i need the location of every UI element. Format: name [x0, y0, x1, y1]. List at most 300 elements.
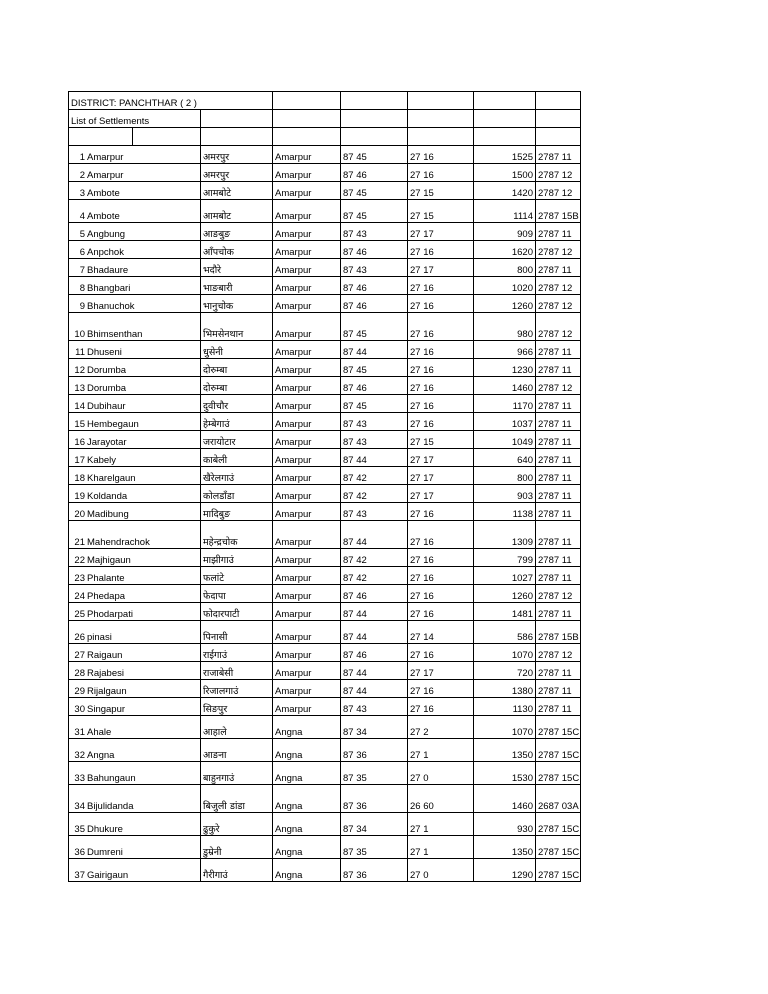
table-row: [69, 621, 581, 644]
map-sheet: 2787 11: [536, 259, 581, 277]
devanagari-name: डुम्रेनी: [201, 836, 273, 859]
settlement-name: Dorumba: [87, 365, 127, 376]
settlement-name: Ambote: [87, 211, 120, 222]
devanagari-name: रिजालगाउं: [201, 680, 273, 698]
table-row: [69, 503, 581, 521]
settlement-name: Bhimsenthan: [87, 329, 143, 340]
settlement-name-cell: [69, 295, 201, 313]
table-row: [69, 259, 581, 277]
map-sheet: 2787 11: [536, 698, 581, 716]
settlement-name: Bijulidanda: [87, 801, 134, 812]
latitude: 27 16: [408, 698, 474, 716]
vdc-name: Amarpur: [273, 377, 341, 395]
longitude: 87 45: [341, 146, 408, 164]
table-row: [69, 521, 581, 549]
longitude: 87 42: [341, 567, 408, 585]
vdc-name: Amarpur: [273, 467, 341, 485]
longitude: 87 46: [341, 585, 408, 603]
elevation: 799: [474, 549, 536, 567]
settlement-name-cell: [69, 164, 201, 182]
row-number: 32: [74, 750, 85, 761]
settlement-name: Raigaun: [87, 650, 123, 661]
elevation: 1350: [474, 739, 536, 762]
vdc-name: Amarpur: [273, 395, 341, 413]
settlement-name: pinasi: [87, 632, 112, 643]
vdc-name: Amarpur: [273, 341, 341, 359]
table-row: [69, 585, 581, 603]
vdc-name: Amarpur: [273, 680, 341, 698]
latitude: 27 16: [408, 521, 474, 549]
map-sheet: 2787 11: [536, 503, 581, 521]
row-number: 14: [74, 401, 85, 412]
map-sheet: 2787 15C: [536, 859, 581, 882]
settlement-name-cell: [69, 585, 201, 603]
map-sheet: 2787 11: [536, 567, 581, 585]
devanagari-name: दुवीचौर: [201, 395, 273, 413]
settlement-name: Kharelgaun: [87, 473, 136, 484]
map-sheet: 2787 11: [536, 603, 581, 621]
table-row: [69, 785, 581, 813]
elevation: 1460: [474, 377, 536, 395]
map-sheet: 2787 15B: [536, 200, 581, 223]
latitude: 27 16: [408, 503, 474, 521]
settlement-name: Rijalgaun: [87, 686, 127, 697]
table-row: [69, 200, 581, 223]
longitude: 87 44: [341, 662, 408, 680]
longitude: 87 44: [341, 341, 408, 359]
settlement-name: Amarpur: [87, 152, 124, 163]
map-sheet: 2787 11: [536, 449, 581, 467]
vdc-name: Amarpur: [273, 662, 341, 680]
vdc-name: Amarpur: [273, 485, 341, 503]
table-row: [69, 277, 581, 295]
row-number: 11: [75, 347, 85, 358]
longitude: 87 34: [341, 716, 408, 739]
longitude: 87 42: [341, 485, 408, 503]
settlement-name-cell: [69, 467, 201, 485]
map-sheet: 2787 12: [536, 164, 581, 182]
latitude: 27 15: [408, 431, 474, 449]
map-sheet: 2787 15B: [536, 621, 581, 644]
elevation: 1290: [474, 859, 536, 882]
vdc-name: Angna: [273, 762, 341, 785]
row-number: 20: [74, 509, 85, 520]
longitude: 87 43: [341, 259, 408, 277]
longitude: 87 43: [341, 698, 408, 716]
vdc-name: Amarpur: [273, 413, 341, 431]
elevation: 1260: [474, 295, 536, 313]
elevation: 1500: [474, 164, 536, 182]
elevation: 1130: [474, 698, 536, 716]
row-number: 9: [79, 301, 85, 312]
map-sheet: 2787 12: [536, 277, 581, 295]
elevation: 1309: [474, 521, 536, 549]
latitude: 27 16: [408, 644, 474, 662]
settlement-name: Phodarpati: [87, 609, 133, 620]
devanagari-name: दोरुम्बा: [201, 377, 273, 395]
map-sheet: 2787 11: [536, 467, 581, 485]
table-row: [69, 449, 581, 467]
row-number: 3: [79, 188, 85, 199]
settlement-name-cell: [69, 146, 201, 164]
table-row: [69, 549, 581, 567]
devanagari-name: आमबोटे: [201, 182, 273, 200]
elevation: 930: [474, 813, 536, 836]
row-number: 34: [74, 801, 85, 812]
row-number: 21: [74, 537, 85, 548]
devanagari-name: भदौरे: [201, 259, 273, 277]
table-row: [69, 359, 581, 377]
row-number: 28: [74, 668, 85, 679]
map-sheet: 2787 11: [536, 485, 581, 503]
devanagari-name: आहाले: [201, 716, 273, 739]
devanagari-name: बाहुनगाउं: [201, 762, 273, 785]
latitude: 27 16: [408, 241, 474, 259]
longitude: 87 35: [341, 762, 408, 785]
map-sheet: 2787 12: [536, 182, 581, 200]
longitude: 87 44: [341, 449, 408, 467]
latitude: 27 0: [408, 762, 474, 785]
longitude: 87 46: [341, 241, 408, 259]
table-row: [69, 716, 581, 739]
vdc-name: Amarpur: [273, 182, 341, 200]
devanagari-name: मादिबुङ: [201, 503, 273, 521]
map-sheet: 2787 15C: [536, 739, 581, 762]
vdc-name: Amarpur: [273, 223, 341, 241]
settlement-name: Rajabesi: [87, 668, 124, 679]
settlement-name-cell: [69, 413, 201, 431]
longitude: 87 46: [341, 377, 408, 395]
settlement-name-cell: [69, 259, 201, 277]
map-sheet: 2787 12: [536, 377, 581, 395]
row-number: 5: [79, 229, 85, 240]
row-number: 7: [79, 265, 85, 276]
settlement-name-cell: [69, 503, 201, 521]
latitude: 27 17: [408, 259, 474, 277]
settlement-name: Bhadaure: [87, 265, 129, 276]
elevation: 640: [474, 449, 536, 467]
settlement-name-cell: [69, 680, 201, 698]
elevation: 1020: [474, 277, 536, 295]
settlement-name: Bhanuchok: [87, 301, 135, 312]
latitude: 27 15: [408, 200, 474, 223]
longitude: 87 45: [341, 359, 408, 377]
devanagari-name: अमरपुर: [201, 146, 273, 164]
map-sheet: 2787 11: [536, 662, 581, 680]
table-row: [69, 431, 581, 449]
devanagari-name: अमरपुर: [201, 164, 273, 182]
latitude: 27 16: [408, 680, 474, 698]
longitude: 87 42: [341, 467, 408, 485]
table-row: [69, 164, 581, 182]
row-number: 30: [74, 704, 85, 715]
devanagari-name: फलांटे: [201, 567, 273, 585]
settlement-name-cell: [69, 603, 201, 621]
latitude: 27 16: [408, 413, 474, 431]
devanagari-name: हेम्बेगाउं: [201, 413, 273, 431]
devanagari-name: जरायोटार: [201, 431, 273, 449]
settlement-name-cell: [69, 836, 201, 859]
table-row: [69, 395, 581, 413]
settlement-name: Dhuseni: [87, 347, 122, 358]
elevation: 1460: [474, 785, 536, 813]
latitude: 27 17: [408, 662, 474, 680]
table-row: [69, 377, 581, 395]
vdc-name: Angna: [273, 785, 341, 813]
settlement-name-cell: [69, 716, 201, 739]
devanagari-name: आङबुङ: [201, 223, 273, 241]
settlement-name-cell: [69, 813, 201, 836]
elevation: 1027: [474, 567, 536, 585]
longitude: 87 43: [341, 431, 408, 449]
settlement-name-cell: [69, 341, 201, 359]
latitude: 27 16: [408, 585, 474, 603]
latitude: 27 1: [408, 836, 474, 859]
row-number: 12: [74, 365, 85, 376]
latitude: 27 17: [408, 467, 474, 485]
row-number: 15: [74, 419, 85, 430]
elevation: 1380: [474, 680, 536, 698]
devanagari-name: गैरीगाउं: [201, 859, 273, 882]
district-title: DISTRICT: PANCHTHAR ( 2 ): [69, 92, 273, 110]
list-subtitle: List of Settlements: [69, 110, 201, 128]
vdc-name: Amarpur: [273, 200, 341, 223]
vdc-name: Amarpur: [273, 503, 341, 521]
devanagari-name: पिनासी: [201, 621, 273, 644]
devanagari-name: आँपचोक: [201, 241, 273, 259]
vdc-name: Amarpur: [273, 621, 341, 644]
latitude: 27 17: [408, 223, 474, 241]
settlement-name-cell: [69, 449, 201, 467]
table-row: [69, 341, 581, 359]
row-number: 36: [74, 847, 85, 858]
latitude: 27 16: [408, 146, 474, 164]
map-sheet: 2787 11: [536, 413, 581, 431]
devanagari-name: ढुकुरे: [201, 813, 273, 836]
map-sheet: 2787 12: [536, 313, 581, 341]
latitude: 27 2: [408, 716, 474, 739]
settlement-name-cell: [69, 698, 201, 716]
latitude: 27 14: [408, 621, 474, 644]
longitude: 87 43: [341, 223, 408, 241]
devanagari-name: दोरुम्बा: [201, 359, 273, 377]
table-row: [69, 662, 581, 680]
vdc-name: Amarpur: [273, 644, 341, 662]
map-sheet: 2787 12: [536, 585, 581, 603]
vdc-name: Amarpur: [273, 146, 341, 164]
table-row: [69, 859, 581, 882]
devanagari-name: भिमसेनथान: [201, 313, 273, 341]
row-number: 13: [74, 383, 85, 394]
settlement-name: Hembegaun: [87, 419, 139, 430]
elevation: 1420: [474, 182, 536, 200]
longitude: 87 36: [341, 859, 408, 882]
table-row: [69, 762, 581, 785]
longitude: 87 45: [341, 313, 408, 341]
row-number: 26: [74, 632, 85, 643]
latitude: 27 16: [408, 395, 474, 413]
settlement-name: Anpchok: [87, 247, 124, 258]
settlement-name-cell: [69, 182, 201, 200]
vdc-name: Angna: [273, 836, 341, 859]
latitude: 27 16: [408, 277, 474, 295]
latitude: 27 16: [408, 295, 474, 313]
row-number: 29: [74, 686, 85, 697]
settlement-name: Phedapa: [87, 591, 126, 602]
elevation: 1070: [474, 716, 536, 739]
vdc-name: Angna: [273, 813, 341, 836]
settlement-name: Angbung: [87, 229, 126, 240]
table-row: [69, 567, 581, 585]
elevation: 1037: [474, 413, 536, 431]
devanagari-name: राईगाउं: [201, 644, 273, 662]
vdc-name: Angna: [273, 716, 341, 739]
longitude: 87 46: [341, 295, 408, 313]
vdc-name: Amarpur: [273, 313, 341, 341]
map-sheet: 2787 11: [536, 431, 581, 449]
settlement-name: Amarpur: [87, 170, 124, 181]
row-number: 2: [79, 170, 85, 181]
settlements-table: [68, 91, 581, 882]
settlement-name: Madibung: [87, 509, 129, 520]
settlement-name: Koldanda: [87, 491, 128, 502]
devanagari-name: माझीगाउं: [201, 549, 273, 567]
map-sheet: 2787 15C: [536, 762, 581, 785]
table-row: [69, 146, 581, 164]
elevation: 1138: [474, 503, 536, 521]
longitude: 87 36: [341, 785, 408, 813]
map-sheet: 2787 15C: [536, 836, 581, 859]
map-sheet: 2787 12: [536, 295, 581, 313]
row-number: 19: [74, 491, 85, 502]
longitude: 87 35: [341, 836, 408, 859]
row-number: 27: [74, 650, 85, 661]
table-row: [69, 413, 581, 431]
table-row: [69, 698, 581, 716]
latitude: 27 16: [408, 549, 474, 567]
table-row: [69, 680, 581, 698]
elevation: 1049: [474, 431, 536, 449]
latitude: 27 16: [408, 313, 474, 341]
table-row: [69, 241, 581, 259]
settlement-name: Singapur: [87, 704, 126, 715]
settlement-name-cell: [69, 359, 201, 377]
row-number: 31: [74, 727, 85, 738]
latitude: 27 0: [408, 859, 474, 882]
row-number: 22: [74, 555, 85, 566]
map-sheet: 2787 11: [536, 341, 581, 359]
latitude: 27 1: [408, 739, 474, 762]
elevation: 903: [474, 485, 536, 503]
devanagari-name: फोदारपाटी: [201, 603, 273, 621]
settlement-name: Majhigaun: [87, 555, 131, 566]
longitude: 87 46: [341, 277, 408, 295]
devanagari-name: बिजुली डांडा: [201, 785, 273, 813]
table-row: [69, 644, 581, 662]
table-row: [69, 295, 581, 313]
settlement-name-cell: [69, 521, 201, 549]
longitude: 87 44: [341, 680, 408, 698]
map-sheet: 2787 11: [536, 521, 581, 549]
map-sheet: 2787 11: [536, 146, 581, 164]
devanagari-name: महेन्द्रचोक: [201, 521, 273, 549]
elevation: 586: [474, 621, 536, 644]
vdc-name: Amarpur: [273, 277, 341, 295]
longitude: 87 34: [341, 813, 408, 836]
elevation: 1114: [474, 200, 536, 223]
devanagari-name: भाङबारी: [201, 277, 273, 295]
settlement-name: Jarayotar: [87, 437, 127, 448]
settlement-name-cell: [69, 313, 201, 341]
settlement-name: Phalante: [87, 573, 125, 584]
map-sheet: 2787 11: [536, 359, 581, 377]
row-number: 37: [74, 870, 85, 881]
latitude: 27 16: [408, 164, 474, 182]
devanagari-name: आमबोट: [201, 200, 273, 223]
settlement-name: Angna: [87, 750, 115, 761]
elevation: 1230: [474, 359, 536, 377]
row-number: 8: [79, 283, 85, 294]
devanagari-name: खैरेलगाउं: [201, 467, 273, 485]
elevation: 1530: [474, 762, 536, 785]
vdc-name: Amarpur: [273, 295, 341, 313]
vdc-name: Amarpur: [273, 241, 341, 259]
row-number: 10: [74, 329, 85, 340]
row-number: 16: [74, 437, 85, 448]
devanagari-name: राजाबेसी: [201, 662, 273, 680]
elevation: 1620: [474, 241, 536, 259]
vdc-name: Amarpur: [273, 698, 341, 716]
settlement-name-cell: [69, 859, 201, 882]
table-row: [69, 223, 581, 241]
table-row: [69, 836, 581, 859]
longitude: 87 43: [341, 503, 408, 521]
latitude: 27 16: [408, 567, 474, 585]
settlement-name: Gairigaun: [87, 870, 129, 881]
elevation: 720: [474, 662, 536, 680]
latitude: 27 17: [408, 449, 474, 467]
settlement-name-cell: [69, 377, 201, 395]
table-row: [69, 313, 581, 341]
table-row: [69, 813, 581, 836]
map-sheet: 2787 11: [536, 395, 581, 413]
settlement-name-cell: [69, 223, 201, 241]
row-number: 35: [74, 824, 85, 835]
map-sheet: 2787 11: [536, 223, 581, 241]
table-row: [69, 467, 581, 485]
devanagari-name: धुसेनी: [201, 341, 273, 359]
settlement-name-cell: [69, 277, 201, 295]
settlement-name: Ahale: [87, 727, 112, 738]
elevation: 909: [474, 223, 536, 241]
map-sheet: 2787 12: [536, 241, 581, 259]
table-row: [69, 603, 581, 621]
longitude: 87 43: [341, 413, 408, 431]
vdc-name: Angna: [273, 739, 341, 762]
settlement-name-cell: [69, 785, 201, 813]
elevation: 1525: [474, 146, 536, 164]
row-number: 17: [74, 455, 85, 466]
latitude: 27 16: [408, 359, 474, 377]
vdc-name: Amarpur: [273, 521, 341, 549]
elevation: 800: [474, 259, 536, 277]
vdc-name: Amarpur: [273, 449, 341, 467]
longitude: 87 45: [341, 395, 408, 413]
settlement-name-cell: [69, 662, 201, 680]
settlement-name: Mahendrachok: [87, 537, 150, 548]
row-number: 24: [74, 591, 85, 602]
vdc-name: Amarpur: [273, 603, 341, 621]
